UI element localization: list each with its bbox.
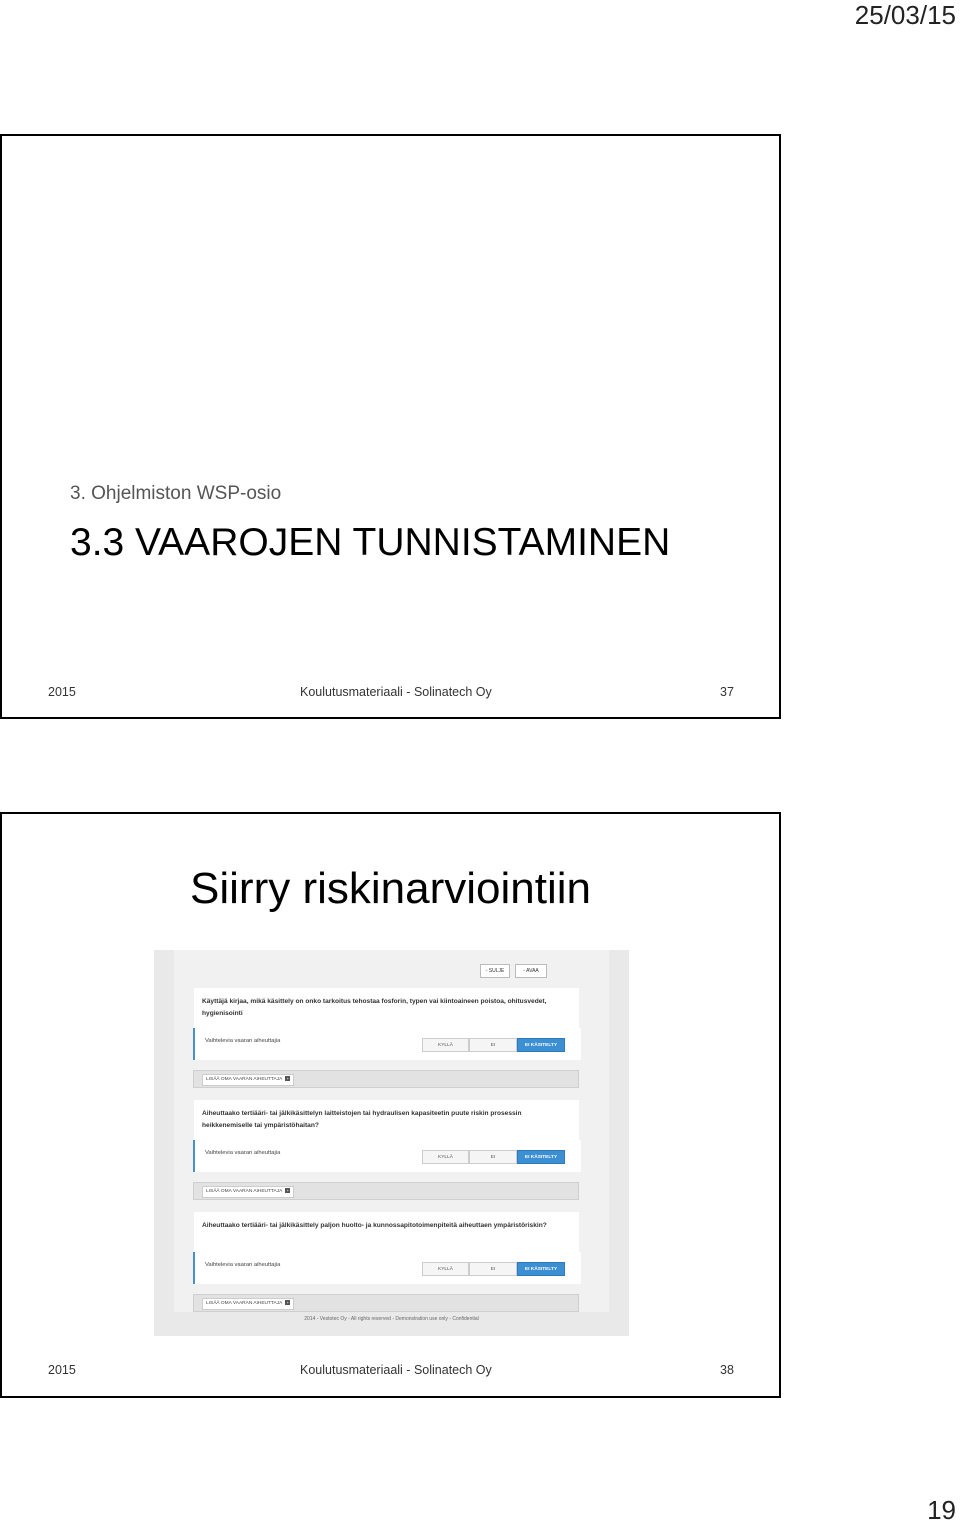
- add-hazard-bar: [193, 1182, 579, 1200]
- option-no[interactable]: EI: [469, 1038, 517, 1052]
- plus-icon: +: [286, 1300, 289, 1306]
- slide-37: [0, 134, 781, 719]
- footer-year: 2015: [48, 1363, 76, 1377]
- footer-center: Koulutusmateriaali - Solinatech Oy: [300, 1363, 492, 1377]
- app-content: [174, 950, 609, 1312]
- footer-slide-number: 38: [720, 1363, 734, 1377]
- option-yes[interactable]: KYLLÄ: [422, 1262, 469, 1276]
- section-subtitle: 3. Ohjelmiston WSP-osio: [70, 483, 282, 504]
- question-card: [194, 1212, 579, 1253]
- app-copyright: 2014 - Vestotec Oy - All rights reserved - Demonstration use only - Confidential: [304, 1316, 479, 1322]
- open-icon: ▫: [523, 968, 527, 974]
- slide-38: [0, 812, 781, 1398]
- option-no[interactable]: EI: [469, 1262, 517, 1276]
- open-button[interactable]: ▫ AVAA: [515, 964, 547, 978]
- page-date: 25/03/15: [854, 0, 956, 30]
- question-text: Aiheuttaako tertiääri- tai jälkikäsittelyn laitteistojen tai hydraulisen kapasiteetin puute riskin prosessin heikkenemiselle tai ympäristöhaitan?: [202, 1110, 522, 1129]
- hazard-row: [193, 1028, 581, 1060]
- slide-title: 3.3 VAAROJEN TUNNISTAMINEN: [70, 521, 671, 564]
- plus-icon: +: [286, 1188, 289, 1194]
- hazard-row-label: Vaihtelevia vaaran aiheuttajia: [205, 1038, 281, 1044]
- question-text: Aiheuttaako tertiääri- tai jälkikäsittely paljon huolto- ja kunnossapitotoimenpiteitä aiheuttaen ympäristöriskin?: [202, 1222, 547, 1229]
- close-button[interactable]: ▫ SULJE: [480, 964, 510, 978]
- add-hazard-bar: [193, 1294, 579, 1312]
- option-not-handled[interactable]: EI KÄSITELTY: [517, 1038, 565, 1052]
- footer-year: 2015: [48, 685, 76, 699]
- footer-center: Koulutusmateriaali - Solinatech Oy: [300, 685, 492, 699]
- add-hazard-button[interactable]: LISÄÄ OMA VAARAN AIHEUTTAJA +: [202, 1186, 294, 1198]
- hazard-row: [193, 1252, 581, 1284]
- option-no[interactable]: EI: [469, 1150, 517, 1164]
- page-number: 19: [927, 1495, 956, 1525]
- option-not-handled[interactable]: EI KÄSITELTY: [517, 1150, 565, 1164]
- add-hazard-bar: [193, 1070, 579, 1088]
- option-yes[interactable]: KYLLÄ: [422, 1038, 469, 1052]
- question-card: [194, 1100, 579, 1141]
- close-icon: ▫: [485, 968, 489, 974]
- add-hazard-button[interactable]: LISÄÄ OMA VAARAN AIHEUTTAJA +: [202, 1074, 294, 1086]
- hazard-row: [193, 1140, 581, 1172]
- slide-title: Siirry riskinarviointiin: [190, 864, 591, 913]
- hazard-row-label: Vaihtelevia vaaran aiheuttajia: [205, 1262, 281, 1268]
- hazard-row-label: Vaihtelevia vaaran aiheuttajia: [205, 1150, 281, 1156]
- add-hazard-button[interactable]: LISÄÄ OMA VAARAN AIHEUTTAJA +: [202, 1298, 294, 1310]
- question-text: Käyttäjä kirjaa, mikä käsittely on onko tarkoitus tehostaa fosforin, typen vai kiintoaineen poistoa, ohitusvedet, hygienisointi: [202, 998, 547, 1017]
- question-card: [194, 988, 579, 1029]
- app-screenshot: [154, 950, 629, 1336]
- plus-icon: +: [286, 1076, 289, 1082]
- option-yes[interactable]: KYLLÄ: [422, 1150, 469, 1164]
- footer-slide-number: 37: [720, 685, 734, 699]
- option-not-handled[interactable]: EI KÄSITELTY: [517, 1262, 565, 1276]
